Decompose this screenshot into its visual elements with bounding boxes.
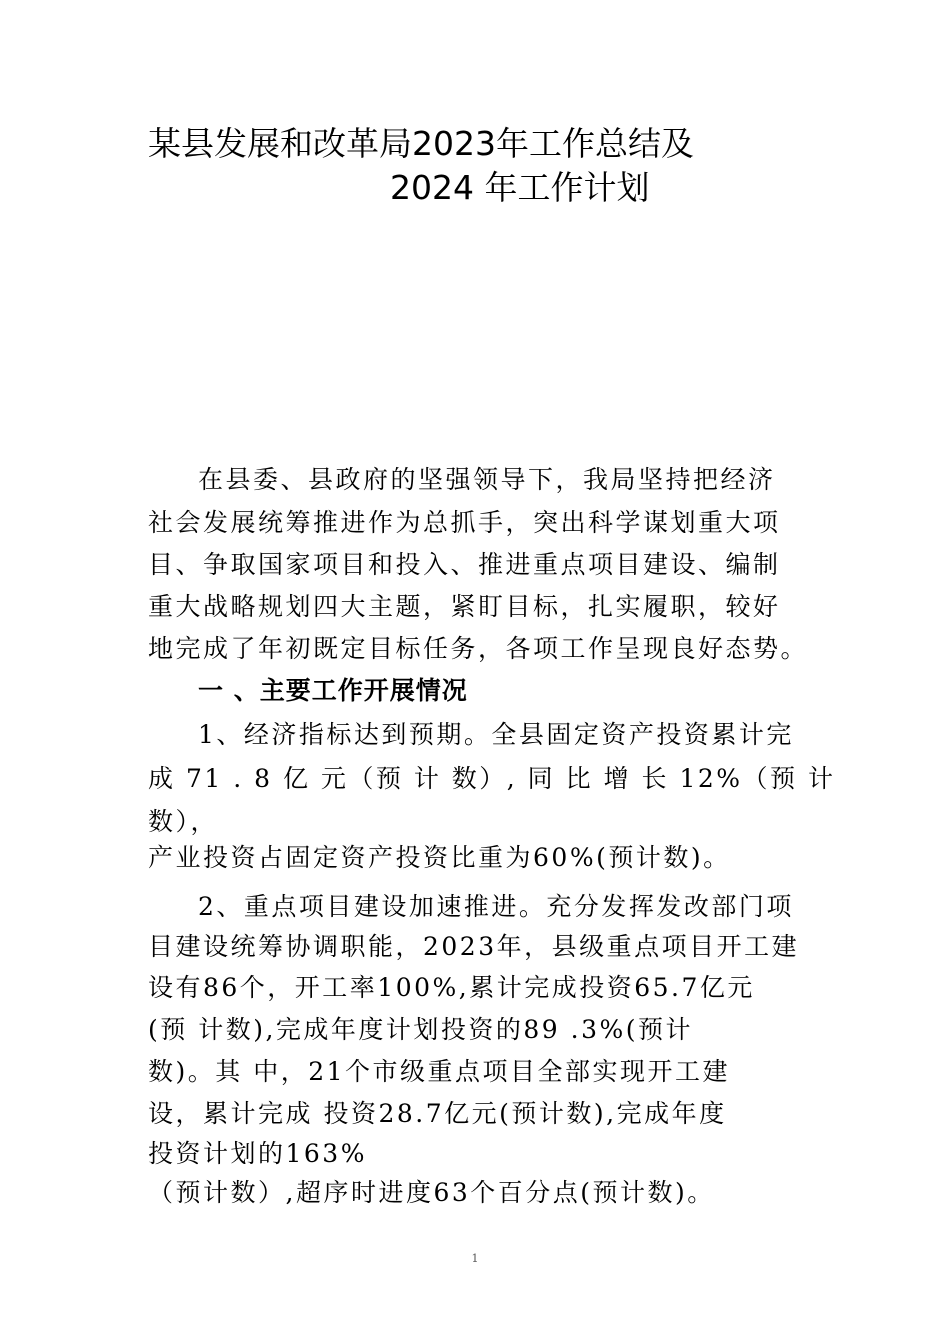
item2-line: 投资计划的163% [148,1139,367,1168]
item2-line: 设，累计完成 投资28.7亿元(预计数),完成年度 [148,1099,727,1128]
item2-line: (预 计数),完成年度计划投资的89 .3%(预计 [148,1015,694,1044]
item1-line: 数）， [148,807,219,836]
item1-line: 产业投资占固定资产投资比重为60%(预计数)。 [148,843,731,872]
item2-line: 数)。其 中，21个市级重点项目全部实现开工建 [148,1057,731,1086]
item2-line: 设有86个，开工率100%,累计完成投资65.7亿元 [148,973,755,1002]
intro-line: 重大战略规划四大主题，紧盯目标，扎实履职，较好 [148,592,781,621]
intro-line: 地完成了年初既定目标任务，各项工作呈现良好态势。 [148,634,809,663]
section-heading: 一 、主要工作开展情况 [198,676,468,705]
item2-line: 目建设统筹协调职能，2023年，县级重点项目开工建 [148,932,800,961]
document-title-line1: 某县发展和改革局2023年工作总结及 [148,124,694,163]
intro-line: 目、争取国家项目和投入、推进重点项目建设、编制 [148,550,781,579]
intro-line: 在县委、县政府的坚强领导下，我局坚持把经济 [198,465,776,494]
item2-line: （预计数）,超序时进度63个百分点(预计数)。 [148,1178,715,1207]
intro-line: 社会发展统筹推进作为总抓手，突出科学谋划重大项 [148,508,781,537]
item2-line: 2、重点项目建设加速推进。充分发挥发改部门项 [198,892,794,921]
item1-line: 1、经济指标达到预期。全县固定资产投资累计完 [198,720,794,749]
item1-line: 成 71 . 8 亿 元（预 计 数）, 同 比 增 长 12%（预 计 [148,764,836,793]
page-number: 1 [471,1252,479,1265]
document-title-line2: 2024 年工作计划 [390,168,650,207]
